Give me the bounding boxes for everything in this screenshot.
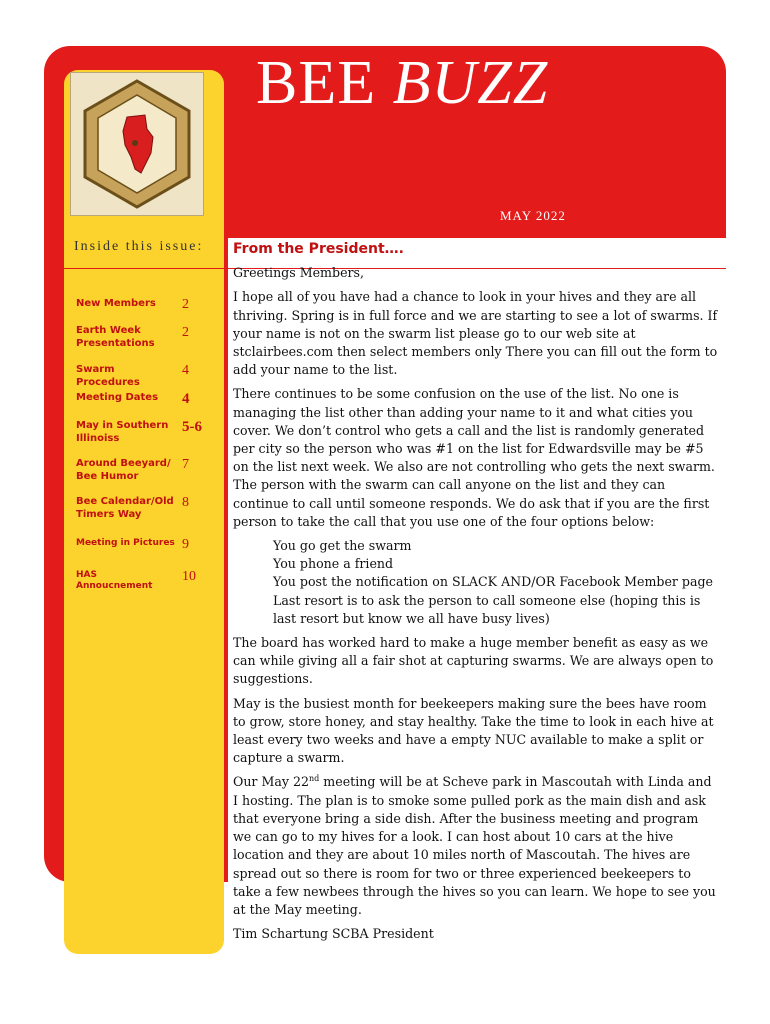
toc-page-meeting-pictures: 9 <box>182 537 189 552</box>
newsletter-title <box>256 49 549 117</box>
article-paragraph-1: I hope all of you have had a chance to look in your hives and they are all thriving. Spring is in full force and we are starting to see a lot of swarms. If your name is not on the swarm list please go to our web site at stclairbees.com then select members only There you can fill out the form to add your name to the list. <box>233 289 718 378</box>
toc-item-may-southern-illinois: May in Southern Illinoiss <box>76 420 169 444</box>
inside-issue-label: Inside this issue: <box>74 239 204 254</box>
president-article <box>233 240 719 949</box>
toc-item-earth-week: Earth Week Presentations <box>76 325 155 349</box>
title-italic: BUZZ <box>392 49 549 117</box>
title-plain: BEE <box>256 49 393 117</box>
toc-item-bee-calendar: Bee Calendar/Old Timers Way <box>76 496 174 520</box>
issue-date: MAY 2022 <box>500 208 566 223</box>
toc-page-earth-week: 2 <box>182 325 189 340</box>
article-greeting: Greetings Members, <box>233 265 365 281</box>
toc-item-meeting-dates: Meeting Dates <box>76 392 159 403</box>
toc-page-has-announcement: 10 <box>182 569 196 584</box>
toc-item-around-beeyard: Around Beeyard/ Bee Humor <box>76 458 171 482</box>
association-logo <box>70 72 204 216</box>
list-item: Last resort is to ask the person to call someone else (hoping this is last resort but know we all have busy lives) <box>273 592 701 626</box>
toc-page-around-beeyard: 7 <box>182 457 189 472</box>
article-paragraph-5 <box>233 773 719 919</box>
toc-page-may-southern-illinois: 5-6 <box>182 419 202 435</box>
list-item: You go get the swarm <box>273 538 412 554</box>
ordinal-suffix: nd <box>309 774 320 784</box>
article-paragraph-2: There continues to be some confusion on the use of the list. No one is managing the list other than adding your name to it and what cities you cover. We don’t control who gets a call and the list is randomly generated per city so the person who was #1 on the list for Edwardsville may be #5 on the list next week. We also are not controlling who gets the next swarm. The person with the swarm can call anyone on the list and they can continue to call until someone responds. We do ask that if you are the first person to take the call that you use one of the four options below: <box>233 386 715 529</box>
list-item: You post the notification on SLACK AND/OR Facebook Member page <box>273 574 714 590</box>
toc-item-new-members: New Members <box>76 298 156 309</box>
article-heading: From the President…. <box>233 241 404 257</box>
toc-page-bee-calendar: 8 <box>182 495 189 510</box>
logo-seal-icon <box>71 73 203 215</box>
paragraph-5-rest: meeting will be at Scheve park in Mascoutah with Linda and I hosting. The plan is to smoke some pulled pork as the main dish and ask that everyone bring a side dish. After the business meeting and program we can go to my hives for a look. I can host about 10 cars at the hive location and they are about 10 miles north of Mascoutah. The hives are spread out so there is room for two or three experienced beekeepers to take a few newbees through the hives so you can learn. We hope to see you at the May meeting. <box>233 774 716 917</box>
article-paragraph-4: May is the busiest month for beekeepers making sure the bees have room to grow, store honey, and stay healthy. Take the time to look in each hive at least every two weeks and have a empty NUC available to make a split or capture a swarm. <box>233 695 714 766</box>
article-paragraph-3: The board has worked hard to make a huge member benefit as easy as we can while giving all a fair shot at capturing swarms. We are always open to suggestions. <box>233 635 714 687</box>
toc-item-meeting-pictures: Meeting in Pictures <box>76 538 175 548</box>
toc-page-swarm-procedures: 4 <box>182 363 189 378</box>
toc-page-meeting-dates: 4 <box>182 391 190 407</box>
swarm-options-list <box>233 537 719 628</box>
toc-item-has-announcement: HAS Annoucnement <box>76 570 153 592</box>
toc-page-new-members: 2 <box>182 297 189 312</box>
list-item: You phone a friend <box>273 556 394 572</box>
article-signature: Tim Schartung SCBA President <box>233 926 434 942</box>
toc-item-swarm-procedures: Swarm Procedures <box>76 364 140 388</box>
paragraph-5-start: Our May 22 <box>233 774 310 790</box>
